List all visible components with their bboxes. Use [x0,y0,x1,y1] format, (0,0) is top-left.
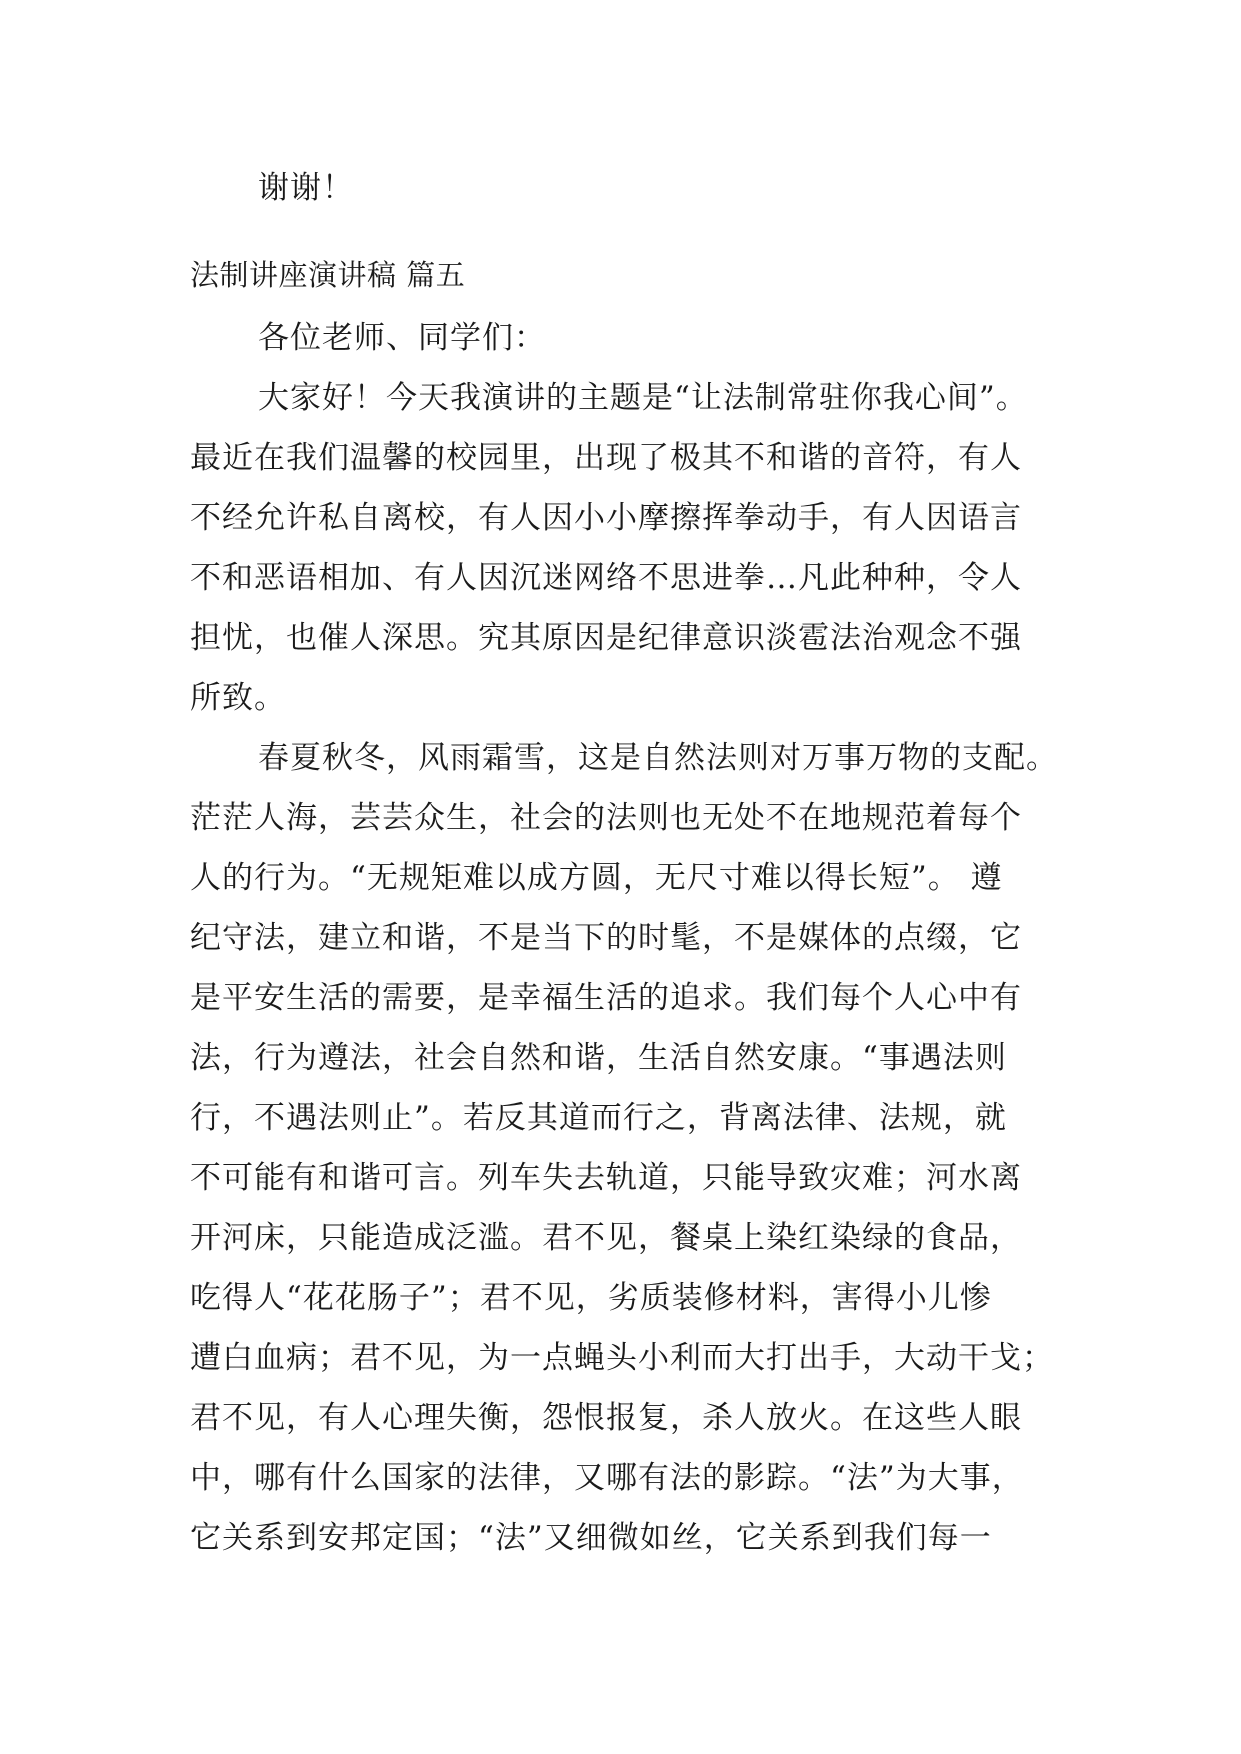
paragraph-line: 担忧，也催人深思。究其原因是纪律意识淡雹法治观念不强 [190,620,1022,656]
paragraph-line: 它关系到安邦定国；“法”又细微如丝，它关系到我们每一 [190,1520,992,1556]
paragraph-line: 不可能有和谐可言。列车失去轨道，只能导致灾难；河水离 [190,1160,1022,1196]
paragraph-line: 遭白血病；君不见，为一点蝇头小利而大打出手，大动干戈； [190,1340,1054,1376]
paragraph-line: 茫茫人海，芸芸众生，社会的法则也无处不在地规范着每个 [190,800,1022,836]
paragraph-line: 人的行为。“无规矩难以成方圆，无尺寸难以得长短”。 遵 [190,860,1003,896]
paragraph-line: 所致。 [190,680,286,716]
section-title: 法制讲座演讲稿 篇五 [190,258,466,292]
paragraph-line: 君不见，有人心理失衡，怨恨报复，杀人放火。在这些人眼 [190,1400,1022,1436]
paragraph-line: 吃得人“花花肠子”；君不见，劣质装修材料，害得小儿惨 [190,1280,992,1316]
paragraph-line: 中，哪有什么国家的法律，又哪有法的影踪。“法”为大事， [190,1460,1024,1496]
closing-thanks: 谢谢！ [258,170,354,206]
paragraph-line: 不和恶语相加、有人因沉迷网络不思进拳…凡此种种，令人 [190,560,1022,596]
paragraph-line: 开河床，只能造成泛滥。君不见，餐桌上染红染绿的食品， [190,1220,1022,1256]
paragraph-line: 最近在我们温馨的校园里，出现了极其不和谐的音符，有人 [190,440,1022,476]
paragraph-line: 大家好！今天我演讲的主题是“让法制常驻你我心间”。 [258,380,1028,416]
paragraph-line: 行，不遇法则止”。若反其道而行之，背离法律、法规，就 [190,1100,1007,1136]
paragraph-line: 是平安生活的需要，是幸福生活的追求。我们每个人心中有 [190,980,1022,1016]
paragraph-line: 纪守法，建立和谐，不是当下的时髦，不是媒体的点缀，它 [190,920,1022,956]
paragraph-line: 法，行为遵法，社会自然和谐，生活自然安康。“事遇法则 [190,1040,1007,1076]
paragraph-line: 不经允许私自离校，有人因小小摩擦挥拳动手，有人因语言 [190,500,1022,536]
paragraph-line: 春夏秋冬，风雨霜雪，这是自然法则对万事万物的支配。 [258,740,1058,776]
greeting: 各位老师、同学们： [258,320,546,356]
